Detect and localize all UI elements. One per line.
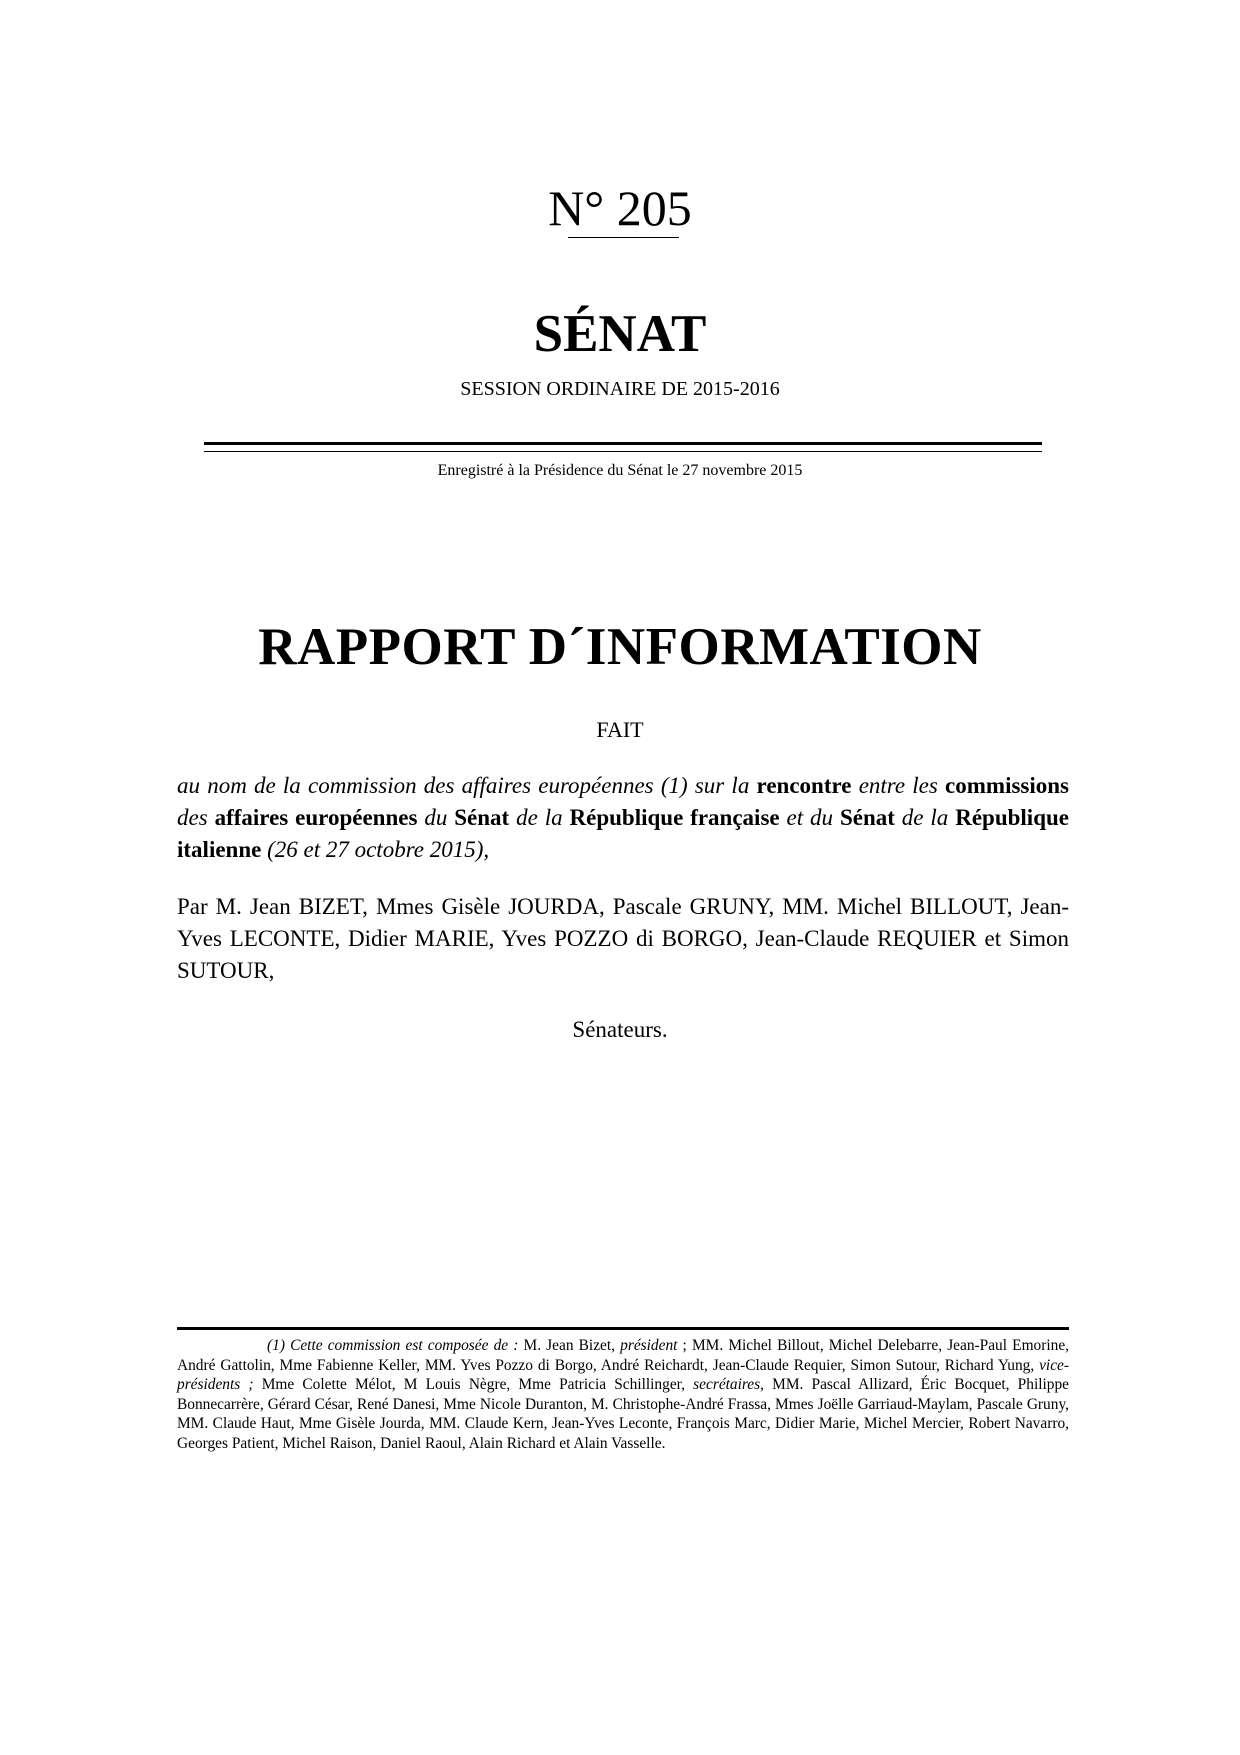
institution-title: SÉNAT [533, 305, 707, 363]
made-label: FAIT [596, 717, 644, 742]
subject-text: entre les [851, 773, 946, 798]
subject-text: de la [509, 805, 570, 830]
footnote-divider [177, 1327, 1069, 1330]
footnote-text: Mme Colette Mélot, M Louis Nègre, Mme Patricia Schillinger, [253, 1376, 694, 1394]
document-number: N° 205 [548, 180, 692, 236]
registration-date: Enregistré à la Présidence du Sénat le 27 novembre 2015 [437, 462, 803, 479]
number-underline [568, 237, 679, 238]
report-subject [177, 770, 1069, 866]
footnote-intro: (1) Cette commission est composée de : [267, 1337, 524, 1354]
footnote-text: M. Jean Bizet, [523, 1337, 621, 1354]
subject-keyword: rencontre [756, 773, 852, 798]
footnote-role: vice-présidents ; [177, 1356, 1069, 1394]
subject-text: de la [894, 805, 956, 830]
footnote-text: , MM. Pascal Allizard, Éric Bocquet, Philippe Bonnecarrère, Gérard César, René Danesi, Mme Nicole Duranton, M. Christophe-André Frassa, Mmes Joëlle Garriaud-Maylam, Pascale Gruny, MM. Claude Haut, Mme Gisèle Jourda, MM. Claude Kern, Jean-Yves Leconte, François Marc, Didier Marie, Michel Mercier, Robert Navarro, Georges Patient, Michel Raison, Daniel Raoul, Alain Richard et Alain Vasselle. [177, 1376, 1069, 1452]
session-label: SESSION ORDINAIRE DE 2015-2016 [460, 378, 780, 400]
subject-keyword: affaires européennes [214, 805, 418, 830]
footnote-text: ; MM. Michel Billout, Michel Delebarre, Jean-Paul Emorine, André Gattolin, Mme Fabienne Keller, MM. Yves Pozzo di Borgo, André Reichardt, Jean-Claude Requier, Simon Sutour, Richard Yung, [177, 1337, 1070, 1374]
subject-text: (26 et 27 octobre 2015), [261, 837, 490, 862]
subject-text: et du [779, 805, 840, 830]
authors-signature: Sénateurs. [572, 1017, 668, 1042]
subject-text: au nom de la commission des affaires européennes (1) sur la [177, 773, 757, 798]
subject-text: du [417, 805, 455, 830]
subject-text: des [177, 805, 215, 830]
header-divider [204, 442, 1042, 452]
footnote-role: président [620, 1337, 678, 1354]
report-authors: Par M. Jean BIZET, Mmes Gisèle JOURDA, Pascale GRUNY, MM. Michel BILLOUT, Jean-Yves LECONTE, Didier MARIE, Yves POZZO di BORGO, Jean-Claude REQUIER et Simon SUTOUR, [177, 894, 1069, 983]
subject-keyword: commissions [945, 773, 1069, 798]
report-title: RAPPORT D´INFORMATION [258, 618, 982, 676]
subject-keyword: République italienne [177, 805, 1069, 862]
subject-keyword: Sénat [839, 805, 895, 830]
commission-footnote [177, 1336, 1069, 1454]
subject-keyword: République française [569, 805, 780, 830]
footnote-role: secrétaires [693, 1376, 761, 1394]
subject-keyword: Sénat [454, 805, 510, 830]
